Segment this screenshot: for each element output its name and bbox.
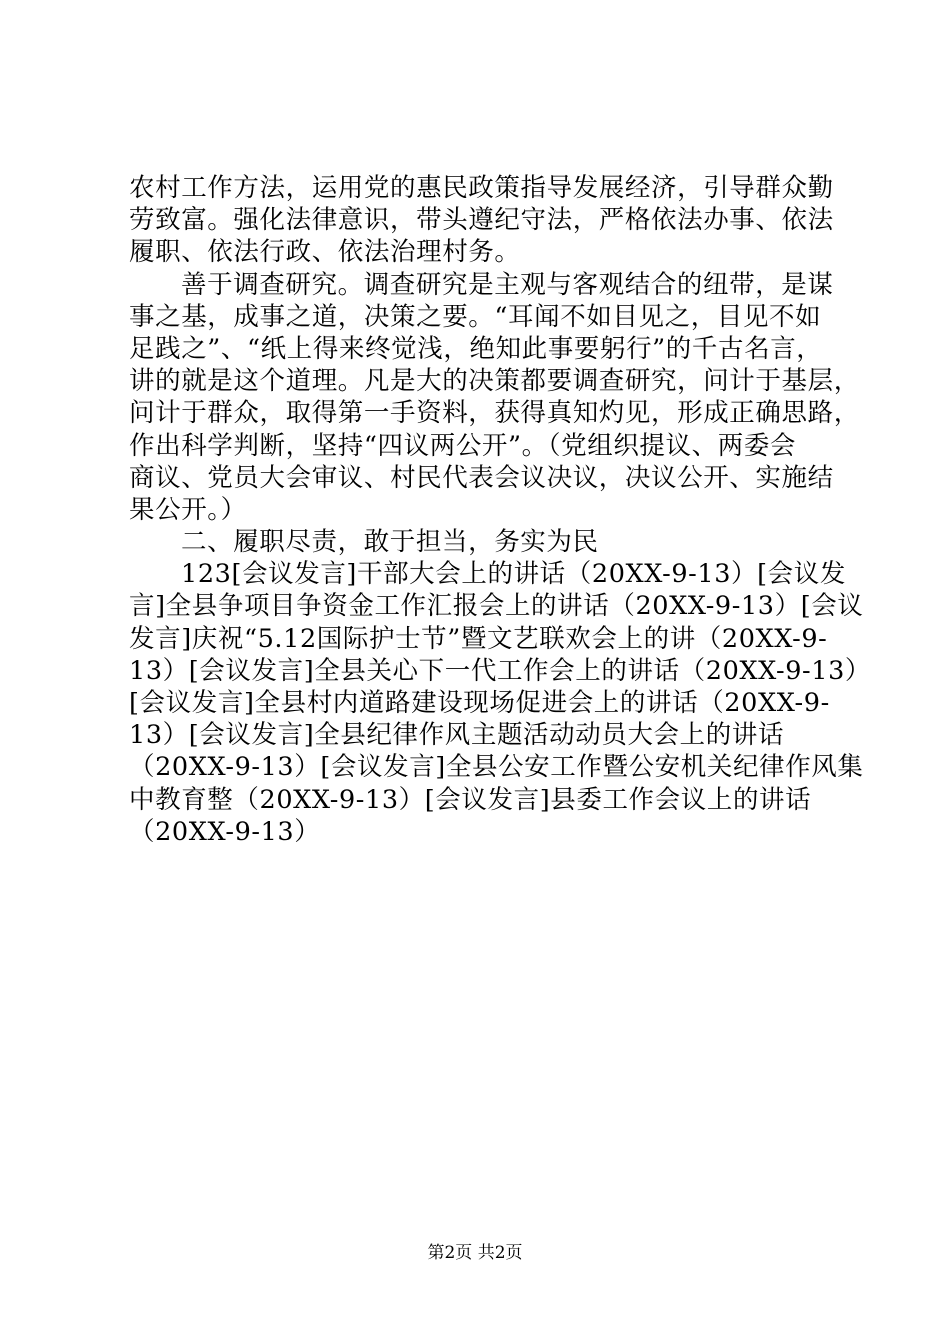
text-line: 问计于群众，取得第一手资料，获得真知灼见，形成正确思路，	[129, 398, 860, 429]
text-line: （20XX-9-13）[会议发言]全县公安工作暨公安机关纪律作风集	[129, 752, 864, 783]
text-line: 劳致富。强化法律意识，带头遵纪守法，严格依法办事、依法	[129, 205, 834, 236]
text-line: 作出科学判断，坚持“四议两公开”。（党组织提议、两委会	[129, 430, 797, 461]
page-number-footer: 第2页 共2页	[427, 1243, 523, 1263]
paragraph-start-line: 123[会议发言]干部大会上的讲话（20XX-9-13）[会议发	[181, 559, 846, 590]
text-line: 商议、党员大会审议、村民代表会议决议，决议公开、实施结	[129, 462, 834, 493]
text-line: 中教育整（20XX-9-13）[会议发言]县委工作会议上的讲话	[129, 784, 812, 815]
text-line: 13）[会议发言]全县纪律作风主题活动动员大会上的讲话	[129, 720, 785, 751]
text-line: （20XX-9-13）	[129, 816, 321, 847]
text-line: 言]全县争项目争资金工作汇报会上的讲话（20XX-9-13）[会议	[129, 591, 864, 622]
text-line: [会议发言]全县村内道路建设现场促进会上的讲话（20XX-9-	[129, 688, 830, 718]
text-line: 果公开。）	[129, 494, 247, 525]
text-line: 发言]庆祝“5.12国际护士节”暨文艺联欢会上的讲（20XX-9-	[129, 623, 828, 654]
text-line: 13）[会议发言]全县关心下一代工作会上的讲话（20XX-9-13）	[129, 655, 871, 686]
text-line: 讲的就是这个道理。凡是大的决策都要调查研究，问计于基层，	[129, 366, 860, 397]
section-heading: 二、履职尽责，敢于担当，务实为民	[181, 527, 599, 558]
text-line: 足践之”、“纸上得来终觉浅，绝知此事要躬行”的千古名言，	[129, 333, 823, 364]
text-line: 事之基，成事之道，决策之要。“耳闻不如目见之，目见不如	[129, 301, 822, 332]
text-line: 履职、依法行政、依法治理村务。	[129, 237, 521, 268]
paragraph-start-line: 善于调查研究。调查研究是主观与客观结合的纽带，是谋	[181, 269, 834, 300]
document-body	[129, 172, 871, 848]
text-line: 农村工作方法，运用党的惠民政策指导发展经济，引导群众勤	[129, 173, 834, 203]
